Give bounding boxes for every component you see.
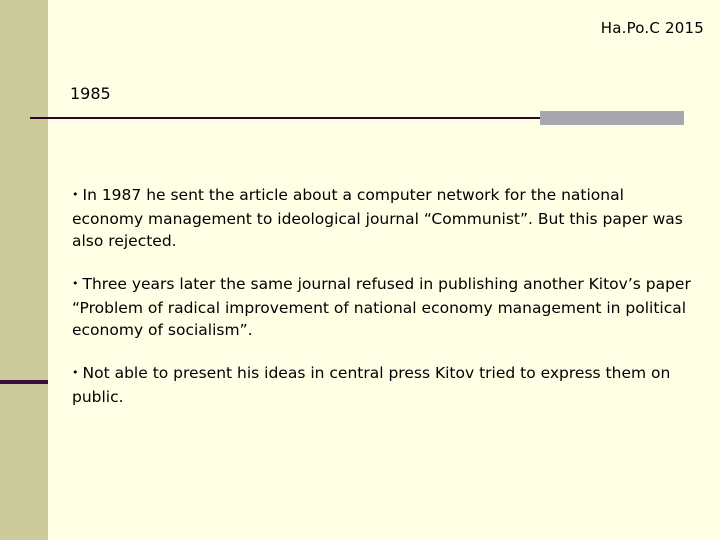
bullet-marker: •	[72, 366, 79, 379]
left-sidebar-bar	[0, 0, 48, 540]
bullet-text: Three years later the same journal refused in publishing another Kitov’s paper “Problem of radical improvement of national economy management in political economy of socialism”.	[72, 275, 691, 339]
bullet-item	[72, 184, 692, 252]
bullet-marker: •	[72, 277, 79, 290]
bullet-text: Not able to present his ideas in central press Kitov tried to express them on public.	[72, 364, 671, 406]
bullet-marker: •	[72, 188, 79, 201]
bullet-item	[72, 362, 692, 408]
left-sidebar-tick	[0, 380, 48, 384]
bullet-list	[72, 184, 692, 429]
bullet-text: In 1987 he sent the article about a computer network for the national economy management to ideological journal “Communist”. But this paper was also rejected.	[72, 186, 683, 250]
bullet-item	[72, 273, 692, 341]
title-divider-accent	[540, 111, 684, 125]
slide-title: 1985	[70, 84, 111, 103]
conference-badge: Ha.Po.C 2015	[600, 19, 704, 37]
